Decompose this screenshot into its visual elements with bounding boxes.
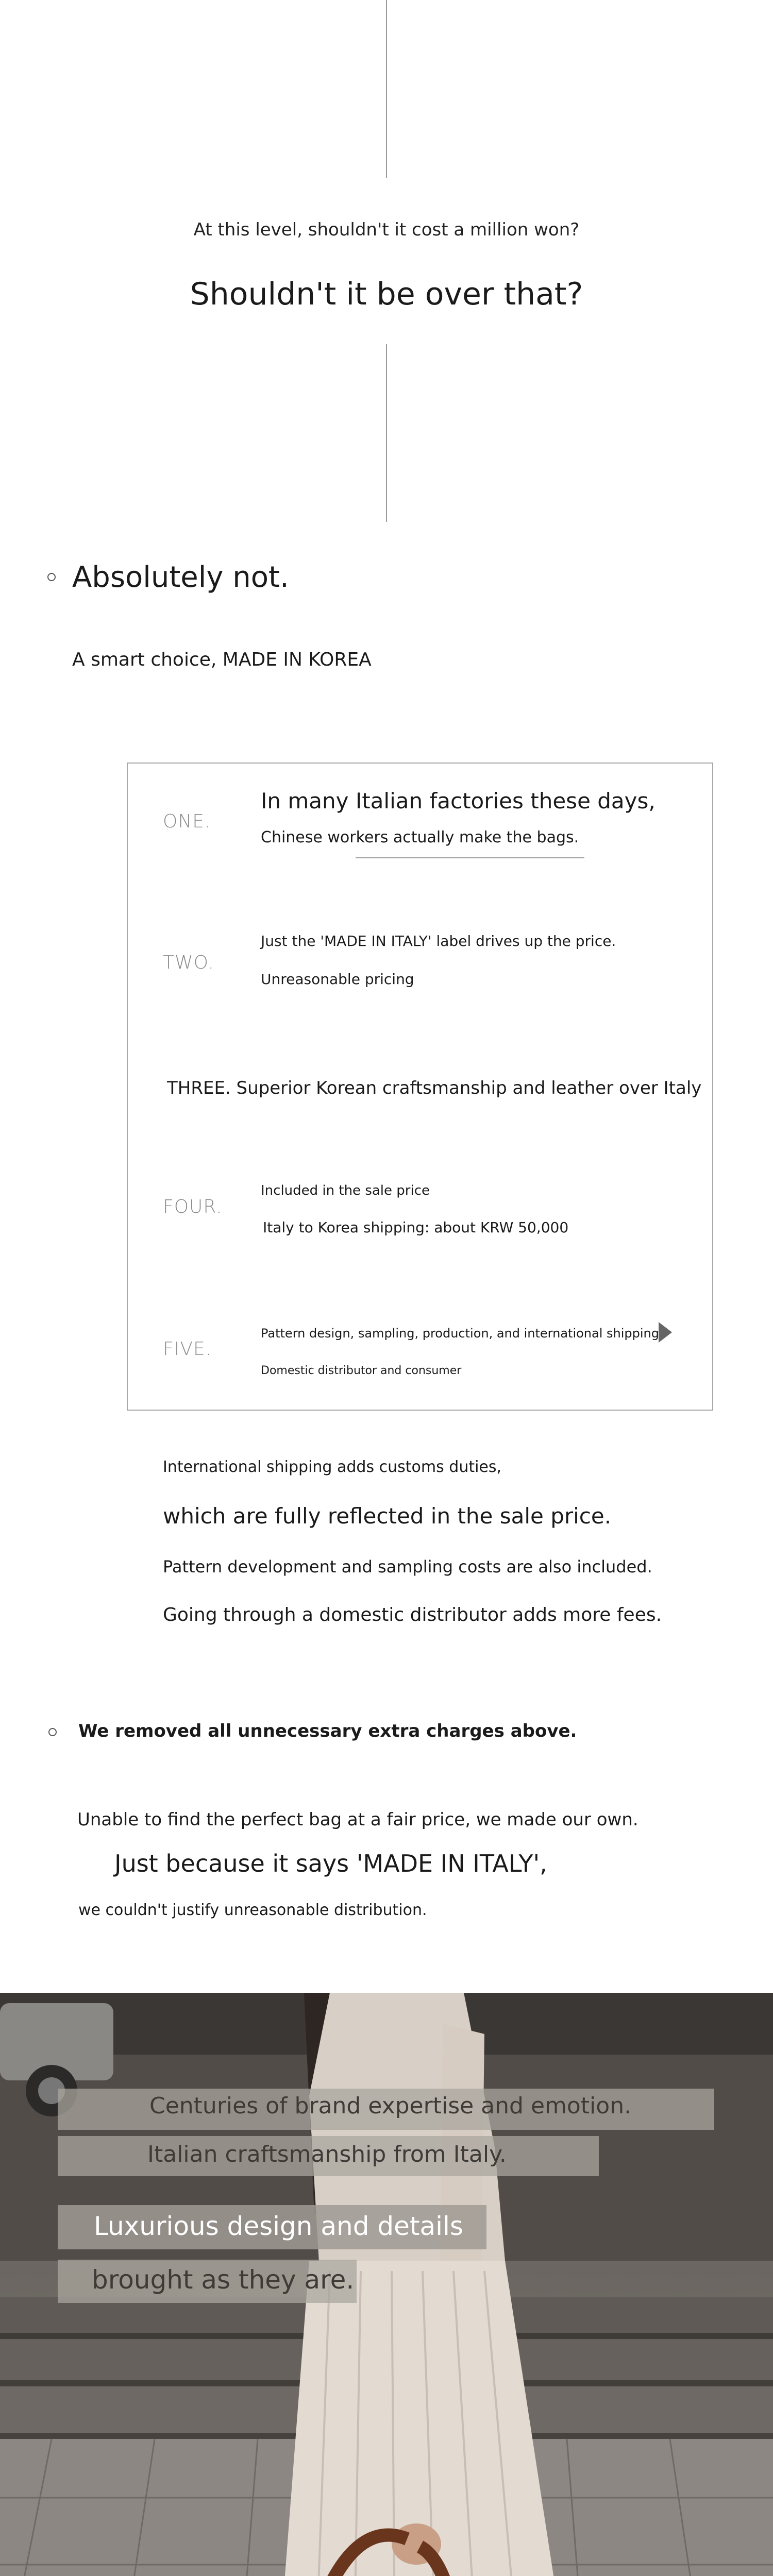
answer-title: Absolutely not. — [72, 561, 289, 594]
removed-line1: Unable to find the perfect bag at a fair price, we made our own. — [77, 1809, 638, 1830]
reason-two-label: TWO. — [163, 952, 214, 973]
reason-one-label: ONE. — [163, 811, 211, 832]
banner-brand-expertise-text: Centuries of brand expertise and emotion. — [149, 2093, 632, 2119]
banner-italian-craftsmanship-text: Italian craftsmanship from Italy. — [147, 2141, 507, 2167]
explanation-line2: which are fully reflected in the sale price. — [163, 1503, 612, 1529]
reason-four-line2: Italy to Korea shipping: about KRW 50,000 — [263, 1219, 569, 1236]
middle-divider-line — [386, 344, 387, 522]
product-photo — [0, 1993, 773, 2576]
intro-question: At this level, shouldn't it cost a million won? — [193, 219, 580, 240]
reason-one-underline — [356, 857, 584, 858]
explanation-line4: Going through a domestic distributor adds more fees. — [163, 1604, 662, 1625]
reason-two-line1: Just the 'MADE IN ITALY' label drives up the price. — [261, 933, 616, 950]
reason-one-line2: Chinese workers actually make the bags. — [261, 828, 579, 846]
reason-five-line2: Domestic distributor and consumer — [261, 1364, 462, 1377]
reason-four-line1: Included in the sale price — [261, 1183, 430, 1198]
reason-three-text: THREE. Superior Korean craftsmanship and leather over Italy — [167, 1078, 702, 1098]
top-divider-line — [386, 0, 387, 178]
banner-brought-as-they-are-text: brought as they are. — [92, 2265, 355, 2295]
reason-two-line2: Unreasonable pricing — [261, 971, 414, 988]
reason-four-label: FOUR. — [163, 1196, 223, 1217]
explanation-line3: Pattern development and sampling costs are also included. — [163, 1557, 652, 1577]
bullet-icon — [48, 1728, 57, 1736]
explanation-line1: International shipping adds customs duties, — [163, 1458, 502, 1476]
banner-luxurious-design-text: Luxurious design and details — [94, 2211, 463, 2241]
reason-one-line1: In many Italian factories these days, — [261, 788, 656, 814]
bullet-icon — [47, 573, 56, 581]
arrow-right-icon — [659, 1322, 672, 1343]
reason-five-label: FIVE. — [163, 1338, 212, 1360]
removed-line2: Just because it says 'MADE IN ITALY', — [114, 1850, 547, 1877]
removed-title: We removed all unnecessary extra charges above. — [78, 1721, 577, 1741]
answer-subtitle: A smart choice, MADE IN KOREA — [72, 649, 372, 670]
reason-five-line1: Pattern design, sampling, production, and international shipping — [261, 1326, 659, 1341]
removed-line3: we couldn't justify unreasonable distribution. — [78, 1901, 427, 1919]
intro-headline: Shouldn't it be over that? — [190, 276, 583, 312]
